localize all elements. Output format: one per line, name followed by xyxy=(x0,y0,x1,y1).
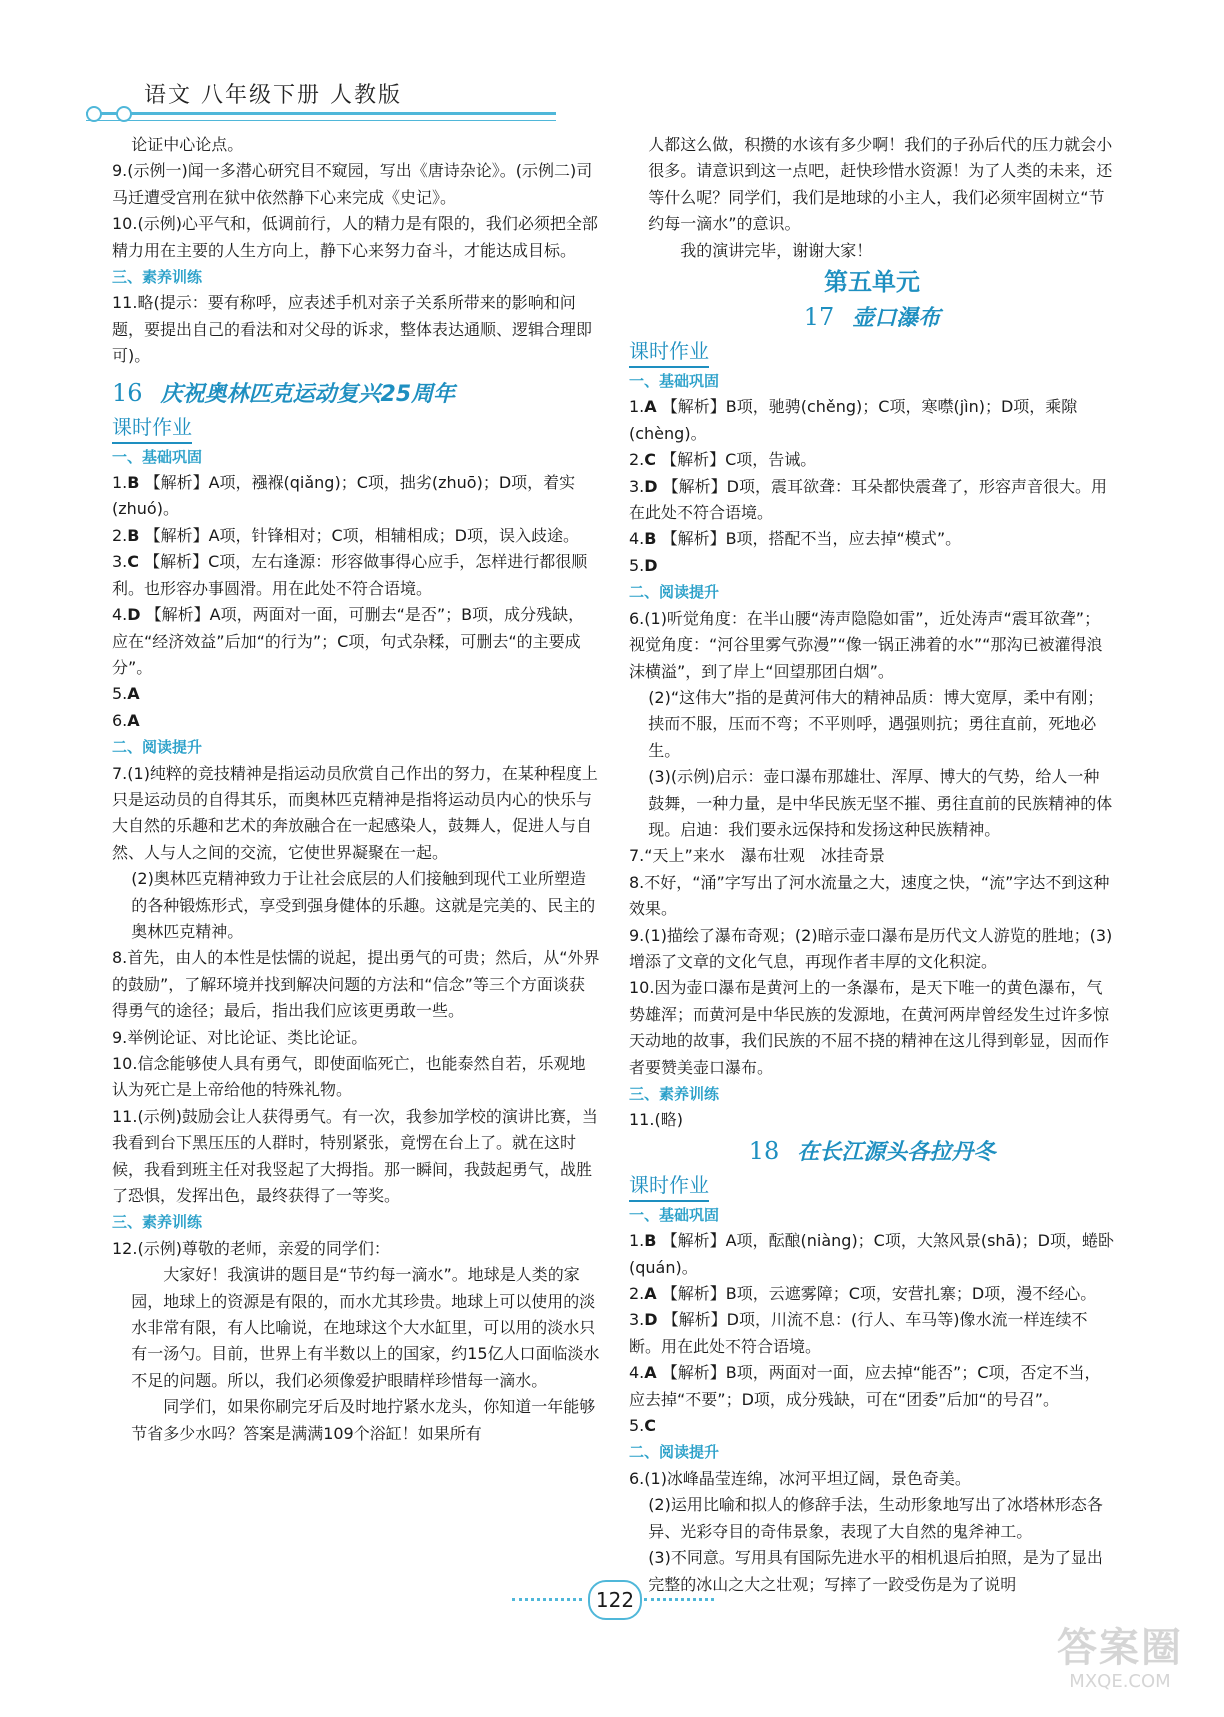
answer-item: 12.(示例)尊敬的老师，亲爱的同学们： xyxy=(112,1238,390,1258)
answer-item: 3.D 【解析】D项，川流不息：(行人、车马等)像水流一样连续不断。用在此处不符合语境。 xyxy=(629,1310,1088,1356)
answer-letter: A xyxy=(644,397,657,417)
lesson-number: 17 xyxy=(803,303,835,332)
answer-letter: B xyxy=(127,473,140,493)
answer-item: 1.B 【解析】A项，酝酿(niàng)；C项，大煞风景(shā)；D项，蜷卧(quán)。 xyxy=(629,1231,1114,1277)
left-column xyxy=(112,132,600,1447)
section-heading: 一、基础巩固 xyxy=(112,447,203,466)
answer-item: 5.A xyxy=(112,684,140,704)
section-heading: 三、素养训练 xyxy=(112,268,203,287)
section-heading: 二、阅读提升 xyxy=(629,1443,720,1462)
answer-item: 11.(示例)鼓励会让人获得勇气。有一次，我参加学校的演讲比赛，当我看到台下黑压压的人群时，特别紧张，竟愣在台上了。就在这时候，我看到班主任对我竖起了大拇指。那一瞬间，我鼓起勇气，战胜了恐惧，发挥出色，最终获得了一等奖。 xyxy=(112,1106,598,1206)
section-heading: 二、阅读提升 xyxy=(112,738,203,757)
footer-dots-left xyxy=(512,1598,582,1601)
lesson-number: 18 xyxy=(748,1136,780,1165)
answer-letter: D xyxy=(644,1310,658,1330)
lesson-name: 壶口瀑布 xyxy=(852,306,941,332)
answer-item: 6.(1)冰峰晶莹连绵，冰河平坦辽阔，景色奇美。 xyxy=(629,1468,971,1488)
lesson-number: 16 xyxy=(112,378,143,407)
lesson-name: 在长江源头各拉丹冬 xyxy=(797,1139,996,1165)
answer-item: 7.(1)纯粹的竞技精神是指运动员欣赏自己作出的努力，在某种程度上只是运动员的自得其乐，而奥林匹克精神是指将运动员内心的快乐与大自然的乐趣和艺术的奔放融合在一起感染人，鼓舞人，促进人与自然、人与人之间的交流，它使世界凝聚在一起。 xyxy=(112,763,598,862)
answer-item: 10.(示例)心平气和，低调前行，人的精力是有限的，我们必须把全部精力用在主要的人生方向上，静下心来努力奋斗，才能达成目标。 xyxy=(112,214,598,260)
answer-item: (2)奥林匹克精神致力于让社会底层的人们接触到现代工业所塑造的各种锻炼形式，享受到强身健体的乐趣。这就是完美的、民主的奥林匹克精神。 xyxy=(131,869,596,941)
answer-letter: C xyxy=(127,552,140,572)
answer-letter: A xyxy=(644,1284,657,1304)
answer-letter: A xyxy=(127,710,140,730)
paragraph: 同学们，如果你刷完牙后及时地拧紧水龙头，你知道一年能够节省多少水吗？答案是满满109个浴缸！如果所有 xyxy=(131,1397,596,1443)
answer-letter: D xyxy=(644,555,658,575)
answer-letter: C xyxy=(644,1416,657,1436)
header-rule-thin xyxy=(86,120,556,121)
watermark-logo-text: 答案圈 xyxy=(1057,1625,1183,1671)
paragraph: 我的演讲完毕，谢谢大家！ xyxy=(680,240,873,260)
answer-item: 6.A xyxy=(112,710,140,730)
answer-item: 11.略(提示：要有称呼，应表述手机对亲子关系所带来的影响和问题，要提出自己的看法和对父母的诉求，整体表达通顺、逻辑合理即可)。 xyxy=(112,293,593,366)
answer-item: 8.不好，“涌”字写出了河水流量之大，速度之快，“流”字达不到这种效果。 xyxy=(629,872,1110,919)
header-rule xyxy=(86,112,556,115)
lesson-title xyxy=(629,300,1115,336)
answer-item: 10.因为壶口瀑布是黄河上的一条瀑布，是天下唯一的黄色瀑布，气势雄浑；而黄河是中华民族的发源地，在黄河两岸曾经发生过许多惊天动地的故事，我们民族的不屈不挠的精神在这儿得到彰显，因而作者要赞美壶口瀑布。 xyxy=(629,978,1110,1077)
header-dot-icon xyxy=(86,106,102,122)
header-title: 语文 八年级下册 人教版 xyxy=(144,83,402,108)
lesson-name: 庆祝奥林匹克运动复兴25周年 xyxy=(160,381,456,407)
unit-title: 第五单元 xyxy=(824,268,920,297)
homework-label: 课时作业 xyxy=(112,412,192,444)
answer-item: 5.C xyxy=(629,1416,657,1436)
answer-item: 10.信念能够使人具有勇气，即使面临死亡，也能泰然自若，乐观地认为死亡是上帝给他的特殊礼物。 xyxy=(112,1054,586,1100)
section-heading: 一、基础巩固 xyxy=(629,1205,720,1224)
answer-item: (2)运用比喻和拟人的修辞手法，生动形象地写出了冰塔林形态各异、光彩夺目的奇伟景象，表现了大自然的鬼斧神工。 xyxy=(648,1495,1103,1541)
answer-letter: A xyxy=(644,1363,657,1383)
answer-letter: B xyxy=(644,529,657,549)
answer-item: 1.B 【解析】A项，襁褓(qiǎng)；C项，拙劣(zhuō)；D项，着实(zhuó)。 xyxy=(112,473,576,519)
page-footer xyxy=(0,1580,1224,1620)
section-heading: 三、素养训练 xyxy=(629,1085,720,1103)
lesson-title xyxy=(112,376,600,412)
answer-item: 9.(1)描绘了瀑布奇观；(2)暗示壶口瀑布是历代文人游览的胜地；(3)增添了文章的文化气息，再现作者丰厚的文化积淀。 xyxy=(629,925,1113,971)
answer-item: 6.(1)听觉角度：在半山腰“涛声隐隐如雷”，近处涛声“震耳欲聋”；视觉角度：“河谷里雾气弥漫”“像一锅正沸着的水”“那沟已被灌得浪沫横溢”，到了岸上“回望那团白烟”。 xyxy=(629,608,1103,681)
answer-item: 4.D 【解析】A项，两面对一面，可删去“是否”；B项，成分残缺，应在“经济效益”后加“的行为”；C项，句式杂糅，可删去“的主要成分”。 xyxy=(112,605,585,677)
answer-letter: C xyxy=(644,450,657,470)
answer-item: 1.A 【解析】B项，驰骋(chěng)；C项，寒噤(jìn)；D项，乘隙(chèng)。 xyxy=(629,397,1078,443)
answer-letter: A xyxy=(127,684,140,704)
answer-item: 2.B 【解析】A项，针锋相对；C项，相辅相成；D项，误入歧途。 xyxy=(112,525,580,545)
paragraph: 大家好！我演讲的题目是“节约每一滴水”。地球是人类的家园，地球上的资源是有限的，而水尤其珍贵。地球上可以使用的淡水非常有限，有人比喻说，在地球这个大水缸里，可以用的淡水只有一汤勺。目前，世界上有半数以上的国家，约15亿人口面临淡水不足的问题。所以，我们必须像爱护眼睛样珍惜每一滴水。 xyxy=(131,1265,600,1390)
answer-item: 5.D xyxy=(629,555,658,575)
section-heading: 二、阅读提升 xyxy=(629,583,720,602)
homework-label: 课时作业 xyxy=(629,336,709,368)
answer-item: 2.A 【解析】B项，云遮雾障；C项，安营扎寨；D项，漫不经心。 xyxy=(629,1284,1097,1304)
answer-item: 7.“天上”来水 瀑布壮观 冰挂奇景 xyxy=(629,846,885,866)
answer-item: 2.C 【解析】C项，告诫。 xyxy=(629,450,817,470)
answer-item: 8.首先，由人的本性是怯懦的说起，提出勇气的可贵；然后，从“外界的鼓励”，了解环境并找到解决问题的方法和“信念”等三个方面谈获得勇气的途径；最后，指出我们应该更勇敢一些。 xyxy=(112,948,600,1021)
right-column xyxy=(629,132,1115,1598)
footer-dots-right xyxy=(644,1598,714,1601)
answer-item: (3)不同意。写用具有国际先进水平的相机退后拍照，是为了显出完整的冰山之大之壮观；写摔了一跤受伤是为了说明 xyxy=(648,1548,1103,1594)
answer-item: (3)(示例)启示：壶口瀑布那雄壮、浑厚、博大的气势，给人一种鼓舞，一种力量，是中华民族无坚不摧、勇往直前的民族精神的体现。启迪：我们要永远保持和发扬这种民族精神。 xyxy=(648,767,1113,839)
watermark-url: MXQE.COM xyxy=(1069,1671,1171,1692)
header-dot-icon xyxy=(116,106,132,122)
answer-item: 9.(示例一)闻一多潜心研究目不窥园，写出《唐诗杂论》。(示例二)司马迁遭受宫刑在狱中依然静下心来完成《史记》。 xyxy=(112,161,593,207)
answer-letter: B xyxy=(644,1231,657,1251)
answer-letter: B xyxy=(127,525,140,545)
section-heading: 三、素养训练 xyxy=(112,1213,203,1232)
answer-letter: D xyxy=(644,476,658,496)
paragraph: 论证中心论点。 xyxy=(131,135,244,154)
lesson-title xyxy=(629,1134,1115,1170)
answer-item: 4.B 【解析】B项，搭配不当，应去掉“模式”。 xyxy=(629,529,962,549)
page-number: 122 xyxy=(588,1580,642,1620)
answer-item: 4.A 【解析】B项，两面对一面，应去掉“能否”；C项，否定不当，应去掉“不要”；D项，成分残缺，可在“团委”后加“的号召”。 xyxy=(629,1363,1101,1409)
paragraph: 人都这么做，积攒的水该有多少啊！我们的子孙后代的压力就会小很多。请意识到这一点吧，赶快珍惜水资源！为了人类的未来，还等什么呢？同学们，我们是地球的小主人，我们必须牢固树立“节约每一滴水”的意识。 xyxy=(648,135,1113,234)
watermark-logo xyxy=(1020,1625,1220,1705)
answer-item: 11.(略) xyxy=(629,1110,683,1130)
section-heading: 一、基础巩固 xyxy=(629,372,720,391)
answer-item: (2)“这伟大”指的是黄河伟大的精神品质：博大宽厚，柔中有刚；挟而不服，压而不弯；不平则呼，遇强则抗；勇往直前，死地必生。 xyxy=(648,687,1104,760)
page-header xyxy=(86,78,1146,128)
answer-item: 9.举例论证、对比论证、类比论证。 xyxy=(112,1027,368,1047)
answer-item: 3.C 【解析】C项，左右逢源：形容做事得心应手，怎样进行都很顺利。也形容办事圆滑。用在此处不符合语境。 xyxy=(112,552,588,598)
homework-label: 课时作业 xyxy=(629,1170,709,1202)
answer-item: 3.D 【解析】D项，震耳欲聋：耳朵都快震聋了，形容声音很大。用在此处不符合语境。 xyxy=(629,476,1107,523)
answer-letter: D xyxy=(127,605,141,625)
